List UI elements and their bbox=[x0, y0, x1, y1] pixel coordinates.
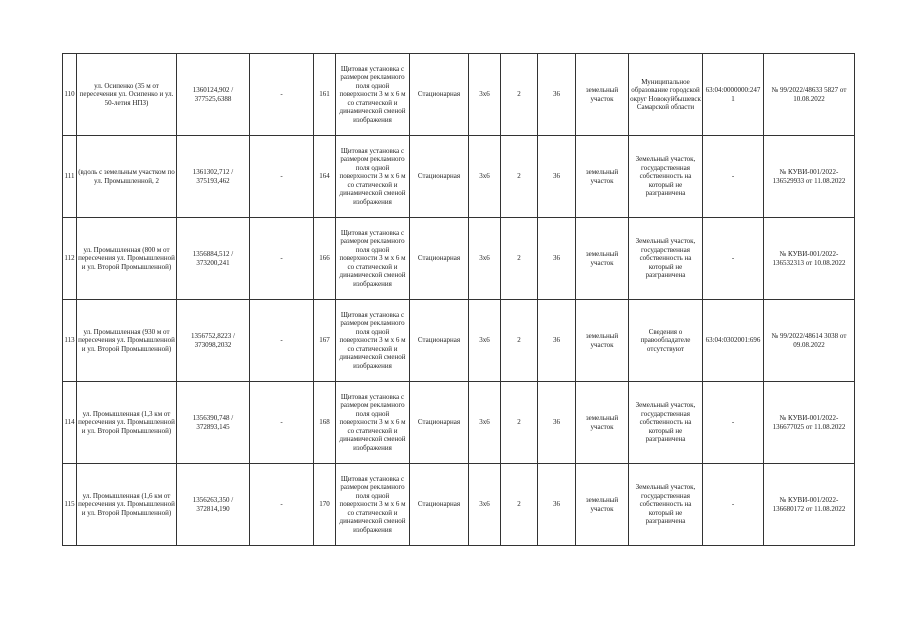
sides-cell bbox=[501, 300, 538, 382]
row-number bbox=[63, 300, 77, 382]
row-number bbox=[63, 54, 77, 136]
address-cell bbox=[77, 136, 177, 218]
structure-type-cell bbox=[336, 382, 410, 464]
sides-cell-text: 2 bbox=[517, 90, 521, 99]
structure-kind-cell bbox=[410, 464, 469, 546]
owner-cell bbox=[629, 136, 703, 218]
size-cell bbox=[469, 218, 501, 300]
address-cell bbox=[77, 54, 177, 136]
coordinates-cell bbox=[177, 54, 250, 136]
size-cell bbox=[469, 464, 501, 546]
sides-cell-text: 2 bbox=[517, 500, 521, 509]
row-number bbox=[63, 382, 77, 464]
land-type-cell-text: земельный участок bbox=[585, 250, 619, 267]
document-cell bbox=[764, 464, 855, 546]
cadastral-number-cell bbox=[703, 218, 764, 300]
structure-type-cell-text: Щитовая установка с размером рекламного поля одной поверхности 3 м х 6 м со статической и динамической сменой изображения bbox=[339, 393, 406, 452]
cadastral-number-cell-text: 63:04:0000000:2471 bbox=[705, 86, 761, 103]
cadastral-number-cell bbox=[703, 136, 764, 218]
cadastral-number-cell-text: - bbox=[731, 418, 735, 427]
coordinates-cell bbox=[177, 136, 250, 218]
structure-code-cell-text: 166 bbox=[319, 254, 330, 263]
owner-cell-text: Земельный участок, государственная собственность на который не разграничена bbox=[635, 237, 696, 280]
empty-cell bbox=[250, 464, 314, 546]
row-number-text: 114 bbox=[64, 418, 75, 427]
structure-kind-cell-text: Стационарная bbox=[417, 172, 461, 181]
structure-code-cell bbox=[314, 136, 336, 218]
area-cell bbox=[538, 382, 576, 464]
size-cell-text: 3x6 bbox=[479, 172, 490, 181]
document-cell bbox=[764, 54, 855, 136]
structure-kind-cell bbox=[410, 218, 469, 300]
structure-kind-cell-text: Стационарная bbox=[417, 336, 461, 345]
table-body bbox=[63, 54, 855, 546]
land-type-cell-text: земельный участок bbox=[585, 496, 619, 513]
structure-type-cell bbox=[336, 54, 410, 136]
size-cell-text: 3x6 bbox=[479, 500, 490, 509]
owner-cell bbox=[629, 464, 703, 546]
area-cell-text: 36 bbox=[553, 172, 560, 181]
structure-code-cell bbox=[314, 54, 336, 136]
area-cell bbox=[538, 218, 576, 300]
structure-kind-cell-text: Стационарная bbox=[417, 254, 461, 263]
land-type-cell-text: земельный участок bbox=[585, 332, 619, 349]
sides-cell bbox=[501, 464, 538, 546]
address-cell-text: ул. Промышленная (930 м от пересечения ул. Промышленной и ул. Второй Промышленной) bbox=[78, 327, 175, 353]
size-cell-text: 3x6 bbox=[479, 254, 490, 263]
cadastral-number-cell bbox=[703, 54, 764, 136]
row-number-text: 112 bbox=[64, 254, 75, 263]
empty-cell-text: - bbox=[280, 172, 283, 181]
land-type-cell bbox=[576, 382, 629, 464]
empty-cell-text: - bbox=[280, 254, 283, 263]
document-cell bbox=[764, 136, 855, 218]
cadastral-number-cell-text: - bbox=[731, 500, 735, 509]
coordinates-cell bbox=[177, 300, 250, 382]
land-type-cell bbox=[576, 136, 629, 218]
table-row bbox=[63, 382, 855, 464]
structure-code-cell bbox=[314, 382, 336, 464]
structure-code-cell bbox=[314, 300, 336, 382]
structure-code-cell-text: 170 bbox=[319, 500, 330, 509]
structure-kind-cell bbox=[410, 136, 469, 218]
row-number-text: 111 bbox=[64, 172, 75, 181]
size-cell bbox=[469, 136, 501, 218]
empty-cell bbox=[250, 218, 314, 300]
sides-cell-text: 2 bbox=[517, 254, 521, 263]
row-number bbox=[63, 218, 77, 300]
land-type-cell-text: земельный участок bbox=[585, 86, 619, 103]
cadastral-number-cell-text: 63:04:0302001:696 bbox=[705, 336, 761, 345]
area-cell-text: 36 bbox=[553, 336, 560, 345]
owner-cell bbox=[629, 54, 703, 136]
coordinates-cell bbox=[177, 218, 250, 300]
empty-cell bbox=[250, 382, 314, 464]
area-cell bbox=[538, 300, 576, 382]
structure-kind-cell-text: Стационарная bbox=[417, 90, 461, 99]
coordinates-cell-text: 1360124,902 / 377525,6388 bbox=[192, 86, 234, 103]
advertising-structures-table bbox=[62, 53, 855, 546]
structure-type-cell-text: Щитовая установка с размером рекламного поля одной поверхности 3 м х 6 м со статической и динамической сменой изображения bbox=[339, 229, 406, 288]
structure-type-cell-text: Щитовая установка с размером рекламного поля одной поверхности 3 м х 6 м со статической и динамической сменой изображения bbox=[339, 311, 406, 370]
structure-type-cell bbox=[336, 218, 410, 300]
empty-cell-text: - bbox=[280, 418, 283, 427]
row-number bbox=[63, 464, 77, 546]
table-row bbox=[63, 54, 855, 136]
structure-type-cell bbox=[336, 300, 410, 382]
owner-cell-text: Сведения о правообладателе отсутствуют bbox=[640, 327, 691, 353]
structure-type-cell-text: Щитовая установка с размером рекламного поля одной поверхности 3 м х 6 м со статической и динамической сменой изображения bbox=[339, 475, 406, 534]
address-cell bbox=[77, 218, 177, 300]
structure-kind-cell-text: Стационарная bbox=[417, 418, 461, 427]
address-cell-text: ул. Осипенко (35 м от пересечения ул. Осипенко и ул. 50-летия НПЗ) bbox=[79, 81, 174, 107]
table-row bbox=[63, 464, 855, 546]
cadastral-number-cell-text: - bbox=[731, 172, 735, 181]
structure-kind-cell-text: Стационарная bbox=[417, 500, 461, 509]
row-number-text: 110 bbox=[64, 90, 75, 99]
owner-cell bbox=[629, 382, 703, 464]
area-cell-text: 36 bbox=[553, 500, 560, 509]
structure-code-cell-text: 161 bbox=[319, 90, 330, 99]
sides-cell bbox=[501, 218, 538, 300]
structure-kind-cell bbox=[410, 54, 469, 136]
land-type-cell bbox=[576, 300, 629, 382]
address-cell-text: ул. Промышленная (800 м от пересечения ул. Промышленной и ул. Второй Промышленной) bbox=[78, 245, 175, 271]
size-cell bbox=[469, 382, 501, 464]
sides-cell-text: 2 bbox=[517, 418, 521, 427]
owner-cell-text: Земельный участок, государственная собственность на который не разграничена bbox=[635, 483, 696, 526]
address-cell bbox=[77, 382, 177, 464]
size-cell bbox=[469, 300, 501, 382]
cadastral-number-cell bbox=[703, 464, 764, 546]
document-cell-text: № 99/2022/48614 3038 от 09.08.2022 bbox=[771, 332, 847, 349]
structure-code-cell-text: 164 bbox=[319, 172, 330, 181]
coordinates-cell bbox=[177, 382, 250, 464]
land-type-cell bbox=[576, 464, 629, 546]
document-cell bbox=[764, 218, 855, 300]
land-type-cell-text: земельный участок bbox=[585, 414, 619, 431]
area-cell-text: 36 bbox=[553, 254, 560, 263]
document-cell-text: № КУВИ-001/2022-136680172 от 11.08.2022 bbox=[772, 496, 846, 513]
sides-cell bbox=[501, 136, 538, 218]
owner-cell-text: Земельный участок, государственная собственность на который не разграничена bbox=[635, 155, 696, 198]
document-cell bbox=[764, 382, 855, 464]
structure-kind-cell bbox=[410, 382, 469, 464]
row-number-text: 113 bbox=[64, 336, 75, 345]
coordinates-cell-text: 1356263,350 / 372814,190 bbox=[192, 496, 234, 513]
area-cell-text: 36 bbox=[553, 418, 560, 427]
owner-cell bbox=[629, 218, 703, 300]
empty-cell-text: - bbox=[280, 336, 283, 345]
size-cell-text: 3x6 bbox=[479, 336, 490, 345]
address-cell-text: (вдоль с земельным участком по ул. Промышленной, 2 bbox=[78, 168, 175, 185]
owner-cell bbox=[629, 300, 703, 382]
land-type-cell bbox=[576, 54, 629, 136]
structure-type-cell-text: Щитовая установка с размером рекламного поля одной поверхности 3 м х 6 м со статической и динамической сменой изображения bbox=[339, 147, 406, 206]
address-cell bbox=[77, 300, 177, 382]
row-number bbox=[63, 136, 77, 218]
size-cell-text: 3x6 bbox=[479, 90, 490, 99]
cadastral-number-cell bbox=[703, 300, 764, 382]
land-type-cell bbox=[576, 218, 629, 300]
row-number-text: 115 bbox=[64, 500, 75, 509]
owner-cell-text: Муниципальное образование городской округ Новокуйбышевск Самарской области bbox=[630, 77, 701, 111]
structure-code-cell-text: 167 bbox=[319, 336, 330, 345]
table-row bbox=[63, 136, 855, 218]
coordinates-cell-text: 1356884,512 / 373200,241 bbox=[192, 250, 234, 267]
address-cell bbox=[77, 464, 177, 546]
empty-cell-text: - bbox=[280, 500, 283, 509]
structure-kind-cell bbox=[410, 300, 469, 382]
address-cell-text: ул. Промышленная (1,6 км от пересечения ул. Промышленной и ул. Второй Промышленной) bbox=[78, 491, 175, 517]
structure-code-cell bbox=[314, 464, 336, 546]
document-cell-text: № КУВИ-001/2022-136677025 от 11.08.2022 bbox=[772, 414, 846, 431]
document-cell-text: № 99/2022/48633 5827 от 10.08.2022 bbox=[771, 86, 847, 103]
size-cell bbox=[469, 54, 501, 136]
sides-cell-text: 2 bbox=[517, 172, 521, 181]
coordinates-cell-text: 1356390,748 / 372893,145 bbox=[192, 414, 234, 431]
empty-cell bbox=[250, 54, 314, 136]
cadastral-number-cell bbox=[703, 382, 764, 464]
empty-cell bbox=[250, 300, 314, 382]
area-cell bbox=[538, 136, 576, 218]
size-cell-text: 3x6 bbox=[479, 418, 490, 427]
coordinates-cell-text: 1361302,712 / 375193,462 bbox=[192, 168, 234, 185]
owner-cell-text: Земельный участок, государственная собственность на который не разграничена bbox=[635, 401, 696, 444]
table-row bbox=[63, 300, 855, 382]
area-cell bbox=[538, 464, 576, 546]
empty-cell-text: - bbox=[280, 90, 283, 99]
structure-type-cell bbox=[336, 464, 410, 546]
coordinates-cell-text: 1356752,8223 / 373098,2032 bbox=[191, 332, 235, 349]
coordinates-cell bbox=[177, 464, 250, 546]
document-cell-text: № КУВИ-001/2022-136532313 от 10.08.2022 bbox=[772, 250, 846, 267]
document-cell bbox=[764, 300, 855, 382]
document-cell-text: № КУВИ-001/2022-136529933 от 11.08.2022 bbox=[772, 168, 846, 185]
sides-cell bbox=[501, 54, 538, 136]
cadastral-number-cell-text: - bbox=[731, 254, 735, 263]
structure-code-cell-text: 168 bbox=[319, 418, 330, 427]
address-cell-text: ул. Промышленная (1,3 км от пересечения ул. Промышленной и ул. Второй Промышленной) bbox=[78, 409, 175, 435]
area-cell bbox=[538, 54, 576, 136]
sides-cell-text: 2 bbox=[517, 336, 521, 345]
empty-cell bbox=[250, 136, 314, 218]
land-type-cell-text: земельный участок bbox=[585, 168, 619, 185]
area-cell-text: 36 bbox=[553, 90, 560, 99]
structure-code-cell bbox=[314, 218, 336, 300]
sides-cell bbox=[501, 382, 538, 464]
structure-type-cell bbox=[336, 136, 410, 218]
table-row bbox=[63, 218, 855, 300]
structure-type-cell-text: Щитовая установка с размером рекламного поля одной поверхности 3 м х 6 м со статической и динамической сменой изображения bbox=[339, 65, 406, 124]
